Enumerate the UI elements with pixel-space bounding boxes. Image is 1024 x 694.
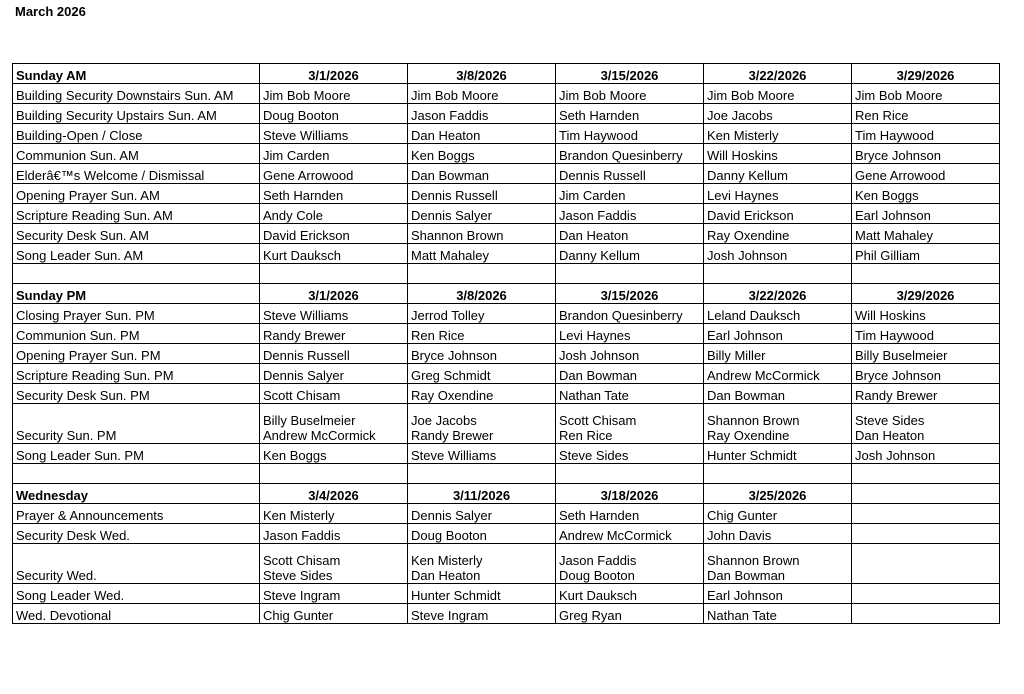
assignee-name: Hunter Schmidt bbox=[411, 588, 501, 603]
date-header: 3/8/2026 bbox=[408, 64, 556, 84]
assignment-cell bbox=[260, 604, 408, 624]
assignee-name: Ren Rice bbox=[855, 108, 909, 123]
role-label: Communion Sun. PM bbox=[13, 324, 260, 344]
assignment-cell bbox=[704, 604, 852, 624]
assignment-cell bbox=[852, 444, 1000, 464]
table-row bbox=[13, 144, 1000, 164]
assignment-cell bbox=[260, 404, 408, 444]
table-row bbox=[13, 404, 1000, 444]
assignee-name: Billy Miller bbox=[707, 348, 766, 363]
assignment-cell bbox=[408, 204, 556, 224]
assignment-cell bbox=[704, 444, 852, 464]
assignment-cell bbox=[260, 444, 408, 464]
assignee-name: Earl Johnson bbox=[707, 588, 783, 603]
assignee-name: Dennis Russell bbox=[411, 188, 498, 203]
role-label: Wed. Devotional bbox=[13, 604, 260, 624]
assignment-cell bbox=[408, 144, 556, 164]
assignee-name: Steve Williams bbox=[411, 448, 497, 463]
assignment-cell bbox=[260, 584, 408, 604]
date-header: 3/8/2026 bbox=[408, 284, 556, 304]
assignment-cell bbox=[408, 604, 556, 624]
assignee-name: Ken Misterly bbox=[263, 508, 335, 523]
assignment-cell bbox=[704, 584, 852, 604]
assignment-cell bbox=[260, 324, 408, 344]
table-row bbox=[13, 184, 1000, 204]
assignment-cell bbox=[408, 584, 556, 604]
assignee-name: Andrew McCormick bbox=[559, 528, 672, 543]
assignment-cell bbox=[408, 524, 556, 544]
date-header: 3/22/2026 bbox=[704, 284, 852, 304]
assignment-cell bbox=[408, 404, 556, 444]
role-label: Scripture Reading Sun. AM bbox=[13, 204, 260, 224]
role-label: Closing Prayer Sun. PM bbox=[13, 304, 260, 324]
assignee-name: Dan Bowman bbox=[559, 368, 638, 383]
assignee-name: Jerrod Tolley bbox=[411, 308, 485, 323]
assignment-cell bbox=[556, 104, 704, 124]
assignment-cell bbox=[852, 584, 1000, 604]
assignment-cell bbox=[556, 504, 704, 524]
assignment-cell bbox=[556, 324, 704, 344]
role-label: Scripture Reading Sun. PM bbox=[13, 364, 260, 384]
assignee-name: Bryce Johnson bbox=[411, 348, 497, 363]
empty-cell bbox=[704, 264, 852, 284]
assignment-cell bbox=[408, 164, 556, 184]
assignment-cell bbox=[852, 504, 1000, 524]
assignee-name: Shannon Brown bbox=[411, 228, 504, 243]
date-header: 3/1/2026 bbox=[260, 64, 408, 84]
assignment-cell bbox=[260, 304, 408, 324]
table-row bbox=[13, 364, 1000, 384]
assignee-name: Kurt Dauksch bbox=[559, 588, 638, 603]
assignee-name: Bryce Johnson bbox=[855, 148, 941, 163]
assignment-cell bbox=[408, 504, 556, 524]
assignee-name: Scott Chisam bbox=[263, 553, 341, 568]
assignment-cell bbox=[556, 524, 704, 544]
assignment-cell bbox=[408, 544, 556, 584]
assignment-cell bbox=[852, 304, 1000, 324]
assignment-cell bbox=[852, 184, 1000, 204]
assignment-cell bbox=[260, 544, 408, 584]
role-label: Song Leader Sun. PM bbox=[13, 444, 260, 464]
role-label: Opening Prayer Sun. AM bbox=[13, 184, 260, 204]
assignment-cell bbox=[260, 144, 408, 164]
assignee-name: Jim Bob Moore bbox=[707, 88, 795, 103]
assignment-cell bbox=[852, 104, 1000, 124]
assignee-name: Jim Carden bbox=[263, 148, 330, 163]
assignment-cell bbox=[556, 304, 704, 324]
table-row bbox=[13, 344, 1000, 364]
assignee-name: Hunter Schmidt bbox=[707, 448, 797, 463]
assignment-cell bbox=[408, 384, 556, 404]
assignment-cell bbox=[408, 84, 556, 104]
assignment-cell bbox=[408, 344, 556, 364]
assignee-name: Dennis Russell bbox=[263, 348, 350, 363]
assignment-cell bbox=[260, 184, 408, 204]
assignee-name: Dan Heaton bbox=[559, 228, 629, 243]
assignee-name: Tim Haywood bbox=[855, 128, 934, 143]
table-row bbox=[13, 104, 1000, 124]
empty-cell bbox=[13, 264, 260, 284]
role-label: Security Wed. bbox=[13, 544, 260, 584]
date-header: 3/11/2026 bbox=[408, 484, 556, 504]
date-header: 3/25/2026 bbox=[704, 484, 852, 504]
schedule-body bbox=[13, 64, 1000, 624]
assignment-cell bbox=[556, 244, 704, 264]
assignment-cell bbox=[852, 124, 1000, 144]
assignment-cell bbox=[260, 104, 408, 124]
assignee-name: Ken Boggs bbox=[855, 188, 919, 203]
assignee-name: Levi Haynes bbox=[559, 328, 631, 343]
assignment-cell bbox=[852, 364, 1000, 384]
assignee-name: Dan Heaton bbox=[855, 428, 925, 443]
table-row bbox=[13, 444, 1000, 464]
assignment-cell bbox=[704, 224, 852, 244]
empty-cell bbox=[260, 264, 408, 284]
table-row bbox=[13, 224, 1000, 244]
assignee-name: Danny Kellum bbox=[707, 168, 788, 183]
assignee-name: Danny Kellum bbox=[559, 248, 640, 263]
assignment-cell bbox=[260, 384, 408, 404]
assignment-cell bbox=[704, 144, 852, 164]
assignee-name: Jim Bob Moore bbox=[559, 88, 647, 103]
assignee-name: Leland Dauksch bbox=[707, 308, 801, 323]
assignment-cell bbox=[260, 504, 408, 524]
assignee-name: Scott Chisam bbox=[559, 413, 637, 428]
assignee-name: Dennis Salyer bbox=[411, 208, 492, 223]
date-header: 3/4/2026 bbox=[260, 484, 408, 504]
assignee-name: Bryce Johnson bbox=[855, 368, 941, 383]
assignee-name: Jim Bob Moore bbox=[855, 88, 943, 103]
empty-cell bbox=[408, 464, 556, 484]
assignment-cell bbox=[260, 364, 408, 384]
role-label: Prayer & Announcements bbox=[13, 504, 260, 524]
assignment-cell bbox=[704, 544, 852, 584]
assignee-name: Billy Buselmeier bbox=[263, 413, 356, 428]
assignment-cell bbox=[556, 164, 704, 184]
schedule-table bbox=[12, 63, 1000, 624]
assignee-name: Gene Arrowood bbox=[263, 168, 354, 183]
assignment-cell bbox=[704, 344, 852, 364]
assignment-cell bbox=[852, 324, 1000, 344]
assignment-cell bbox=[556, 584, 704, 604]
assignment-cell bbox=[704, 384, 852, 404]
assignee-name: Steve Williams bbox=[263, 308, 349, 323]
assignee-name: Seth Harnden bbox=[559, 508, 640, 523]
table-row bbox=[13, 84, 1000, 104]
assignee-name: Steve Williams bbox=[263, 128, 349, 143]
assignee-name: Ray Oxendine bbox=[707, 428, 790, 443]
table-row bbox=[13, 584, 1000, 604]
assignment-cell bbox=[556, 364, 704, 384]
spacer-row bbox=[13, 264, 1000, 284]
assignee-name: Andrew McCormick bbox=[263, 428, 376, 443]
assignment-cell bbox=[704, 184, 852, 204]
assignee-name: Steve Sides bbox=[855, 413, 925, 428]
assignment-cell bbox=[556, 444, 704, 464]
role-label: Security Sun. PM bbox=[13, 404, 260, 444]
assignee-name: Randy Brewer bbox=[411, 428, 494, 443]
assignee-name: Greg Schmidt bbox=[411, 368, 491, 383]
assignment-cell bbox=[556, 124, 704, 144]
spacer-row bbox=[13, 464, 1000, 484]
assignee-name: Chig Gunter bbox=[263, 608, 334, 623]
assignee-name: Earl Johnson bbox=[855, 208, 931, 223]
table-row bbox=[13, 324, 1000, 344]
date-header: 3/22/2026 bbox=[704, 64, 852, 84]
date-header: 3/15/2026 bbox=[556, 64, 704, 84]
assignment-cell bbox=[704, 164, 852, 184]
assignee-name: Greg Ryan bbox=[559, 608, 622, 623]
assignment-cell bbox=[704, 124, 852, 144]
assignment-cell bbox=[704, 244, 852, 264]
empty-cell bbox=[408, 264, 556, 284]
assignee-name: John Davis bbox=[707, 528, 772, 543]
assignee-name: Jason Faddis bbox=[559, 208, 637, 223]
assignment-cell bbox=[852, 164, 1000, 184]
assignee-name: Earl Johnson bbox=[707, 328, 783, 343]
assignment-cell bbox=[556, 184, 704, 204]
assignee-name: Dennis Salyer bbox=[411, 508, 492, 523]
empty-cell bbox=[852, 264, 1000, 284]
assignee-name: Tim Haywood bbox=[559, 128, 638, 143]
assignee-name: Jim Bob Moore bbox=[263, 88, 351, 103]
role-label: Opening Prayer Sun. PM bbox=[13, 344, 260, 364]
assignee-name: Josh Johnson bbox=[855, 448, 936, 463]
section-header: Sunday AM bbox=[13, 64, 260, 84]
assignee-name: Chig Gunter bbox=[707, 508, 778, 523]
assignment-cell bbox=[852, 524, 1000, 544]
assignee-name: Ray Oxendine bbox=[707, 228, 790, 243]
assignment-cell bbox=[704, 524, 852, 544]
assignee-name: Ken Misterly bbox=[411, 553, 483, 568]
assignee-name: Matt Mahaley bbox=[855, 228, 934, 243]
assignee-name: Dennis Russell bbox=[559, 168, 646, 183]
assignment-cell bbox=[408, 224, 556, 244]
assignee-name: Doug Booton bbox=[411, 528, 487, 543]
assignment-cell bbox=[408, 364, 556, 384]
assignment-cell bbox=[556, 604, 704, 624]
assignment-cell bbox=[260, 124, 408, 144]
assignee-name: Doug Booton bbox=[263, 108, 339, 123]
assignee-name: Nathan Tate bbox=[707, 608, 777, 623]
assignment-cell bbox=[704, 324, 852, 344]
assignee-name: Joe Jacobs bbox=[707, 108, 773, 123]
table-row bbox=[13, 544, 1000, 584]
assignee-name: Nathan Tate bbox=[559, 388, 629, 403]
assignment-cell bbox=[556, 84, 704, 104]
assignee-name: Jason Faddis bbox=[559, 553, 637, 568]
assignment-cell bbox=[260, 164, 408, 184]
assignee-name: Phil Gilliam bbox=[855, 248, 921, 263]
assignee-name: Seth Harnden bbox=[559, 108, 640, 123]
assignee-name: David Erickson bbox=[707, 208, 794, 223]
role-label: Building Security Downstairs Sun. AM bbox=[13, 84, 260, 104]
role-label: Elderâ€™s Welcome / Dismissal bbox=[13, 164, 260, 184]
assignee-name: Brandon Quesinberry bbox=[559, 308, 683, 323]
assignee-name: Randy Brewer bbox=[855, 388, 938, 403]
assignment-cell bbox=[852, 84, 1000, 104]
table-row bbox=[13, 384, 1000, 404]
assignment-cell bbox=[704, 364, 852, 384]
assignee-name: Ken Boggs bbox=[263, 448, 327, 463]
assignment-cell bbox=[556, 144, 704, 164]
assignee-name: Dennis Salyer bbox=[263, 368, 344, 383]
page-title: March 2026 bbox=[15, 4, 86, 19]
assignee-name: Seth Harnden bbox=[263, 188, 344, 203]
date-header: 3/1/2026 bbox=[260, 284, 408, 304]
assignee-name: Andy Cole bbox=[263, 208, 323, 223]
assignment-cell bbox=[852, 244, 1000, 264]
assignment-cell bbox=[704, 204, 852, 224]
assignment-cell bbox=[704, 84, 852, 104]
role-label: Security Desk Sun. AM bbox=[13, 224, 260, 244]
assignment-cell bbox=[260, 244, 408, 264]
assignment-cell bbox=[260, 524, 408, 544]
date-header: 3/15/2026 bbox=[556, 284, 704, 304]
assignment-cell bbox=[408, 184, 556, 204]
assignment-cell bbox=[260, 344, 408, 364]
table-row bbox=[13, 304, 1000, 324]
assignee-name: Ken Misterly bbox=[707, 128, 779, 143]
assignment-cell bbox=[556, 344, 704, 364]
assignment-cell bbox=[408, 124, 556, 144]
assignee-name: David Erickson bbox=[263, 228, 350, 243]
assignee-name: Dan Bowman bbox=[707, 388, 786, 403]
table-row bbox=[13, 604, 1000, 624]
assignee-name: Billy Buselmeier bbox=[855, 348, 948, 363]
empty-cell bbox=[13, 464, 260, 484]
assignment-cell bbox=[704, 304, 852, 324]
role-label: Security Desk Wed. bbox=[13, 524, 260, 544]
assignee-name: Steve Sides bbox=[263, 568, 333, 583]
assignee-name: Ray Oxendine bbox=[411, 388, 494, 403]
table-row bbox=[13, 524, 1000, 544]
assignee-name: Josh Johnson bbox=[559, 348, 640, 363]
assignee-name: Jim Carden bbox=[559, 188, 626, 203]
table-row bbox=[13, 504, 1000, 524]
empty-cell bbox=[556, 264, 704, 284]
assignment-cell bbox=[852, 204, 1000, 224]
assignee-name: Dan Heaton bbox=[411, 568, 481, 583]
assignee-name: Matt Mahaley bbox=[411, 248, 490, 263]
role-label: Song Leader Wed. bbox=[13, 584, 260, 604]
assignee-name: Steve Ingram bbox=[263, 588, 341, 603]
assignment-cell bbox=[556, 384, 704, 404]
date-header: 3/18/2026 bbox=[556, 484, 704, 504]
assignee-name: Jim Bob Moore bbox=[411, 88, 499, 103]
empty-cell bbox=[556, 464, 704, 484]
assignment-cell bbox=[704, 404, 852, 444]
assignee-name: Randy Brewer bbox=[263, 328, 346, 343]
assignment-cell bbox=[852, 144, 1000, 164]
date-header bbox=[852, 484, 1000, 504]
table-row bbox=[13, 204, 1000, 224]
assignee-name: Tim Haywood bbox=[855, 328, 934, 343]
date-header: 3/29/2026 bbox=[852, 64, 1000, 84]
assignment-cell bbox=[556, 224, 704, 244]
assignee-name: Joe Jacobs bbox=[411, 413, 477, 428]
section-header: Sunday PM bbox=[13, 284, 260, 304]
role-label: Building-Open / Close bbox=[13, 124, 260, 144]
assignee-name: Dan Heaton bbox=[411, 128, 481, 143]
assignment-cell bbox=[852, 344, 1000, 364]
assignment-cell bbox=[556, 404, 704, 444]
section-header-row bbox=[13, 484, 1000, 504]
section-header-row bbox=[13, 64, 1000, 84]
empty-cell bbox=[260, 464, 408, 484]
assignment-cell bbox=[556, 204, 704, 224]
assignee-name: Jason Faddis bbox=[411, 108, 489, 123]
assignee-name: Dan Bowman bbox=[411, 168, 490, 183]
assignment-cell bbox=[852, 604, 1000, 624]
table-row bbox=[13, 164, 1000, 184]
role-label: Song Leader Sun. AM bbox=[13, 244, 260, 264]
assignment-cell bbox=[408, 444, 556, 464]
role-label: Security Desk Sun. PM bbox=[13, 384, 260, 404]
assignee-name: Steve Ingram bbox=[411, 608, 489, 623]
assignee-name: Josh Johnson bbox=[707, 248, 788, 263]
assignee-name: Shannon Brown bbox=[707, 553, 800, 568]
role-label: Building Security Upstairs Sun. AM bbox=[13, 104, 260, 124]
empty-cell bbox=[852, 464, 1000, 484]
assignment-cell bbox=[556, 544, 704, 584]
date-header: 3/29/2026 bbox=[852, 284, 1000, 304]
empty-cell bbox=[704, 464, 852, 484]
assignee-name: Ren Rice bbox=[559, 428, 613, 443]
table-row bbox=[13, 244, 1000, 264]
assignment-cell bbox=[260, 84, 408, 104]
assignee-name: Steve Sides bbox=[559, 448, 629, 463]
assignee-name: Dan Bowman bbox=[707, 568, 786, 583]
assignment-cell bbox=[408, 104, 556, 124]
assignment-cell bbox=[852, 384, 1000, 404]
assignee-name: Doug Booton bbox=[559, 568, 635, 583]
assignment-cell bbox=[852, 224, 1000, 244]
assignment-cell bbox=[260, 224, 408, 244]
role-label: Communion Sun. AM bbox=[13, 144, 260, 164]
assignee-name: Gene Arrowood bbox=[855, 168, 946, 183]
assignee-name: Scott Chisam bbox=[263, 388, 341, 403]
assignee-name: Brandon Quesinberry bbox=[559, 148, 683, 163]
assignment-cell bbox=[260, 204, 408, 224]
assignment-cell bbox=[408, 324, 556, 344]
assignee-name: Will Hoskins bbox=[855, 308, 926, 323]
assignee-name: Kurt Dauksch bbox=[263, 248, 342, 263]
assignee-name: Ren Rice bbox=[411, 328, 465, 343]
assignment-cell bbox=[408, 244, 556, 264]
assignee-name: Levi Haynes bbox=[707, 188, 779, 203]
assignment-cell bbox=[704, 104, 852, 124]
assignee-name: Jason Faddis bbox=[263, 528, 341, 543]
assignment-cell bbox=[852, 404, 1000, 444]
assignment-cell bbox=[408, 304, 556, 324]
assignee-name: Shannon Brown bbox=[707, 413, 800, 428]
assignment-cell bbox=[704, 504, 852, 524]
assignee-name: Ken Boggs bbox=[411, 148, 475, 163]
table-row bbox=[13, 124, 1000, 144]
section-header: Wednesday bbox=[13, 484, 260, 504]
assignment-cell bbox=[852, 544, 1000, 584]
section-header-row bbox=[13, 284, 1000, 304]
assignee-name: Will Hoskins bbox=[707, 148, 778, 163]
assignee-name: Andrew McCormick bbox=[707, 368, 820, 383]
